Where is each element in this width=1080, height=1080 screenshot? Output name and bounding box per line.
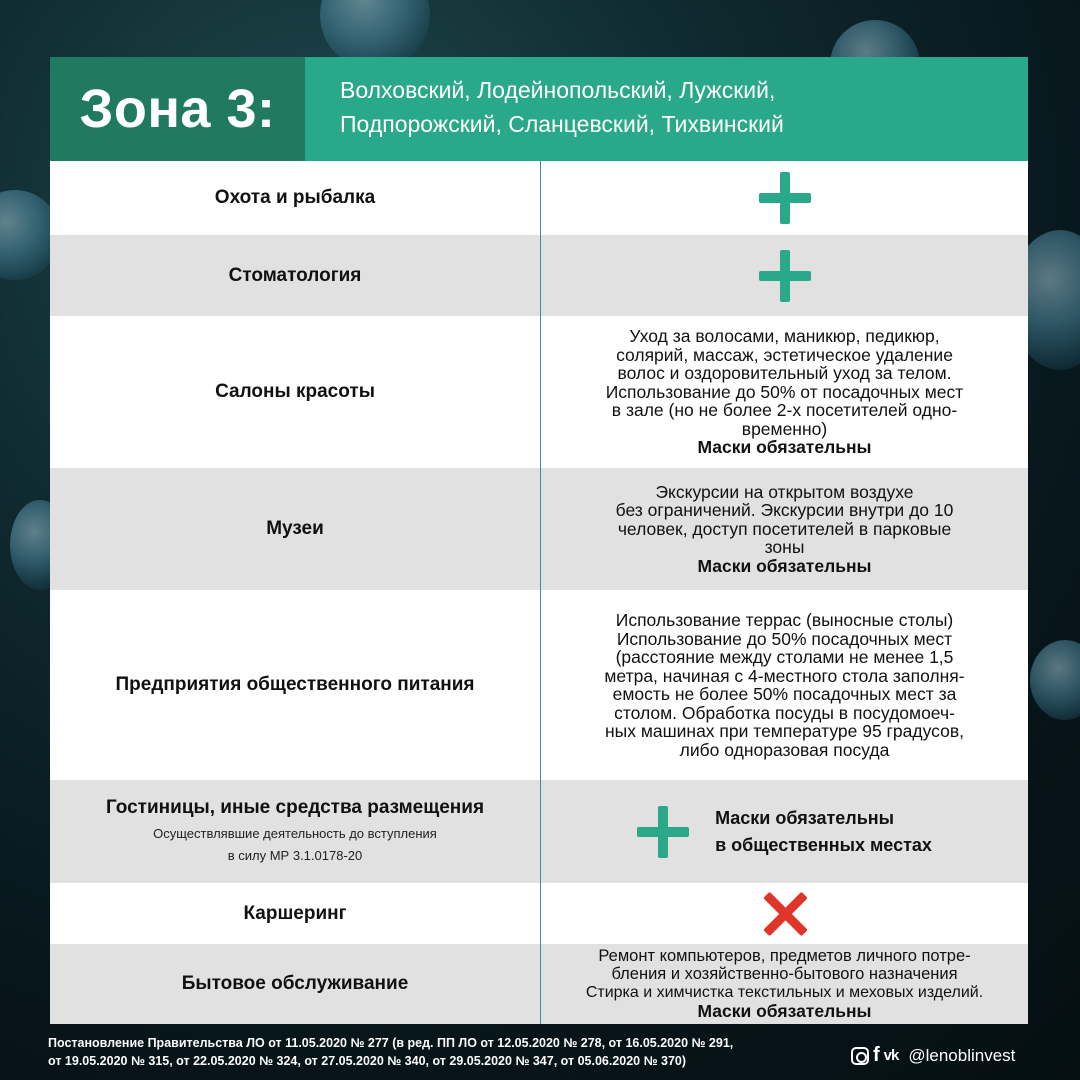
allowed-plus-icon	[759, 172, 811, 224]
allowed-plus-icon	[759, 250, 811, 302]
row-desc-cell	[541, 468, 1028, 590]
row-desc-line: временно)	[741, 418, 828, 439]
row-label: Гостиницы, иные средства размещения	[105, 796, 485, 818]
zone-regions-line: Волховский, Лодейнопольский, Лужский,	[340, 77, 776, 103]
row-desc-line: Использование до 50% от посадочных мест	[605, 381, 964, 402]
row-desc-line: человек, доступ посетителей в парковые	[617, 518, 952, 539]
row-desc-line: Уход за волосами, маникюр, педикюр,	[629, 326, 940, 346]
row-desc-line: либо одноразовая посуда	[679, 739, 890, 760]
row-desc-line: Ремонт компьютеров, предметов личного потре-	[598, 946, 971, 965]
vk-icon[interactable]: vk	[883, 1047, 899, 1064]
forbidden-cross-icon	[762, 891, 808, 937]
row-label: Стоматология	[228, 264, 362, 286]
social-handle[interactable]: @lenoblinvest	[908, 1045, 1016, 1065]
row-desc-line: в зале (но не более 2-х посетителей одно-	[611, 400, 958, 420]
row-label-cell	[50, 883, 541, 944]
legal-reference-line: от 19.05.2020 № 315, от 22.05.2020 № 324, от 27.05.2020 № 340, от 29.05.2020 № 347, от 05.06.2020 № 370)	[48, 1054, 687, 1068]
zone-header	[50, 57, 1028, 161]
mask-requirement-line: Маски обязательны	[715, 807, 895, 828]
table-row	[50, 780, 1028, 883]
row-desc-line: волос и оздоровительный уход за телом.	[617, 363, 952, 383]
mask-requirement: Маски обязательны	[697, 437, 872, 457]
table-row	[50, 883, 1028, 944]
row-desc-cell	[541, 590, 1028, 780]
zone-title: Зона 3:	[50, 57, 305, 161]
row-status-cell	[541, 235, 1028, 316]
row-label-cell	[50, 468, 541, 590]
row-status-cell	[541, 780, 1028, 883]
mask-requirement: Маски обязательны	[697, 1001, 872, 1022]
row-sublabel: в силу МР 3.1.0178-20	[227, 847, 363, 863]
row-label-cell	[50, 780, 541, 883]
row-status-cell	[541, 883, 1028, 944]
table-row	[50, 235, 1028, 316]
mask-requirement: Маски обязательны	[697, 555, 872, 576]
zone-regions	[340, 73, 1020, 141]
row-desc-line: бления и хозяйственно-бытового назначения	[611, 965, 958, 984]
row-label: Бытовое обслуживание	[181, 973, 409, 994]
restrictions-table	[50, 57, 1028, 1024]
facebook-icon[interactable]: f	[873, 1044, 880, 1066]
row-label-cell	[50, 161, 541, 235]
legal-reference-line: Постановление Правительства ЛО от 11.05.2020 № 277 (в ред. ПП ЛО от 12.05.2020 № 278, от 16.05.2020 № 291,	[48, 1036, 734, 1050]
row-desc-line: Стирка и химчистка текстильных и меховых изделий.	[585, 983, 984, 1001]
mask-requirement-line: в общественных местах	[715, 834, 932, 855]
row-label: Салоны красоты	[215, 381, 375, 402]
social-links	[851, 1044, 1015, 1067]
row-label: Музеи	[266, 518, 324, 539]
row-desc-line: метра, начиная с 4-местного стола заполня-	[604, 665, 965, 686]
table-row	[50, 316, 1028, 468]
row-label: Предприятия общественного питания	[115, 674, 475, 695]
row-desc-cell	[541, 316, 1028, 468]
row-desc-line: ных машинах при температуре 95 градусов,	[604, 721, 965, 741]
mask-requirement	[715, 805, 932, 859]
row-label-cell	[50, 235, 541, 316]
row-label-cell	[50, 944, 541, 1024]
status-with-note	[637, 805, 932, 859]
legal-reference	[48, 1034, 848, 1070]
row-desc-line: без ограничений. Экскурсии внутри до 10	[615, 500, 954, 520]
row-label: Каршеринг	[243, 902, 347, 924]
row-label: Охота и рыбалка	[214, 187, 376, 208]
row-status-cell	[541, 161, 1028, 235]
table-row	[50, 161, 1028, 235]
table-row	[50, 944, 1028, 1024]
row-sublabel: Осуществлявшие деятельность до вступления	[153, 825, 437, 841]
row-desc-line: (расстояние между столами не менее 1,5	[615, 647, 954, 667]
row-desc-line: Использование до 50% посадочных мест	[616, 628, 953, 649]
table-row	[50, 590, 1028, 780]
row-desc-line: столом. Обработка посуды в посудомоеч-	[614, 702, 955, 723]
row-desc-cell	[541, 944, 1028, 1024]
row-label-cell	[50, 316, 541, 468]
row-desc-line: Использование террас (выносные столы)	[615, 610, 954, 630]
row-desc-line: Экскурсии на открытом воздухе	[655, 481, 914, 502]
row-desc-line: солярий, массаж, эстетическое удаление	[616, 344, 953, 365]
background-virus-decoration	[1030, 640, 1080, 720]
allowed-plus-icon	[637, 806, 689, 858]
row-desc-line: емость не более 50% посадочных мест за	[612, 684, 957, 704]
zone-regions-line: Подпорожский, Сланцевский, Тихвинский	[340, 111, 784, 137]
instagram-icon[interactable]	[851, 1047, 869, 1065]
row-label-cell	[50, 590, 541, 780]
table-row	[50, 468, 1028, 590]
row-desc-line: зоны	[764, 537, 805, 557]
